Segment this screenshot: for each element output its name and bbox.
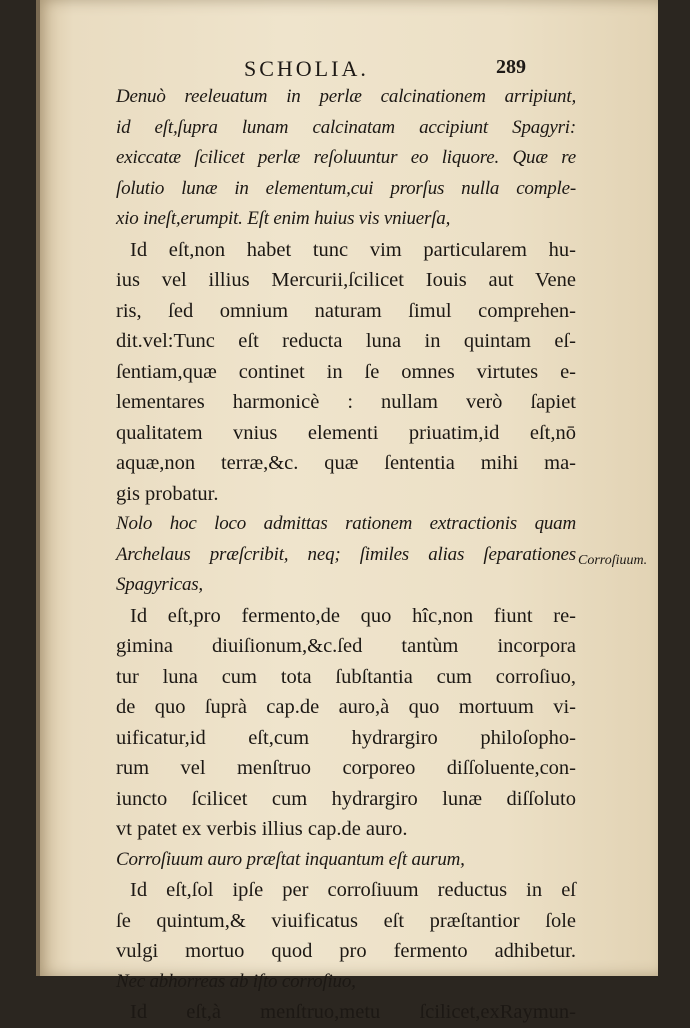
text-line: iuncto ſcilicet cum hydrargiro lunæ diſſoluto [116, 787, 576, 810]
text-line: aquæ,non terræ,&c. quæ ſententia mihi ma- [116, 452, 576, 474]
text-line: rum vel menſtruo corporeo diſſoluente,con- [116, 757, 576, 779]
text-line: vulgi mortuo quod pro fermento adhibetur. [116, 940, 576, 962]
text-line: gis probatur. [116, 482, 219, 505]
text-line: id eſt,ſupra lunam calcinatam accipiunt Spagyri: [116, 116, 576, 138]
text-line: lementares harmonicè : nullam verò ſapiet [116, 391, 576, 413]
text-line: gimina diuiſionum,&c.ſed tantùm incorpora [116, 635, 576, 657]
text-line: Id eſt,pro fermento,de quo hîc,non fiunt re- [130, 604, 576, 627]
text-line: Id eſt,non habet tunc vim particularem hu- [130, 238, 576, 261]
text-line: ius vel illius Mercurii,ſcilicet Iouis aut Vene [116, 269, 576, 291]
text-line: xio ineſt,erumpit. Eſt enim huius vis vniuerſa, [116, 208, 451, 229]
text-line: Spagyricas, [116, 574, 203, 595]
text-line: de quo ſuprà cap.de auro,à quo mortuum vi- [116, 696, 576, 718]
text-line: ſolutio lunæ in elementum,cui prorſus nulla comple- [116, 177, 576, 199]
text-line: qualitatem vnius elementi priuatim,id eſt,nō [116, 421, 576, 444]
page-gutter [36, 0, 40, 976]
text-line: dit.vel:Tunc eſt reducta luna in quintam eſ- [116, 330, 576, 352]
text-line: exiccatæ ſcilicet perlæ reſoluuntur eo liquore. Quæ re [116, 147, 576, 168]
text-line: vt patet ex verbis illius cap.de auro. [116, 818, 408, 840]
book-page [36, 0, 658, 1023]
text-line: Archelaus præſcribit, neq; ſimiles alias ſeparationes [116, 543, 576, 565]
text-line: Denuò reeleuatum in perlæ calcinationem arripiunt, [116, 86, 576, 107]
page-number: 289 [496, 56, 526, 78]
text-line: ſe quintum,& viuificatus eſt præſtantior ſole [116, 909, 576, 932]
text-line: Corroſiuum auro præſtat inquantum eſt aurum, [116, 848, 465, 870]
text-line: Nec abhorreas ab iſto corroſiuo, [116, 970, 356, 992]
text-line: Id eſt,ſol ipſe per corroſiuum reductus in eſ [130, 879, 576, 901]
text-line: ris, ſed omnium naturam ſimul comprehen- [116, 299, 576, 322]
main-text [116, 82, 576, 1028]
text-line: ſentiam,quæ continet in ſe omnes virtutes e- [116, 360, 576, 383]
running-title: SCHOLIA. [244, 56, 369, 81]
text-line: tur luna cum tota ſubſtantia cum corroſiuo, [116, 665, 576, 688]
text-line: uificatur,id eſt,cum hydrargiro philoſopho- [116, 726, 576, 749]
text-line: Nolo hoc loco admittas rationem extractionis quam [116, 513, 576, 534]
margin-note: Corroſiuum. [578, 553, 648, 568]
text-line: Id eſt,à menſtruo,metu ſcilicet,exRaymun- [130, 1001, 576, 1023]
